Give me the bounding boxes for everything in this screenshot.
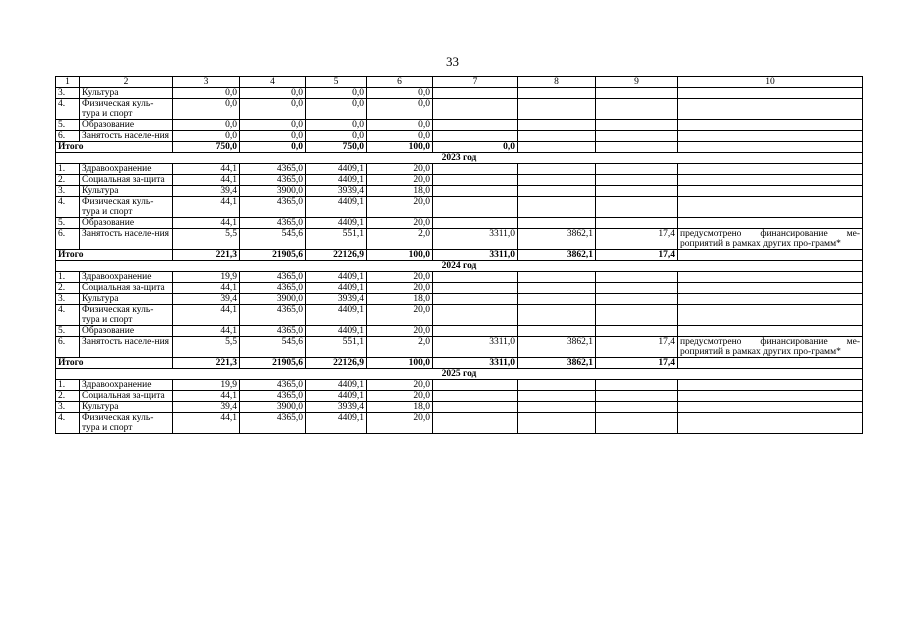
value-c7: 3311,0 xyxy=(433,337,518,358)
row-number: 1. xyxy=(56,164,80,175)
value-c8 xyxy=(518,164,596,175)
value-c4: 4365,0 xyxy=(240,218,306,229)
value-c4: 0,0 xyxy=(240,131,306,142)
table-row xyxy=(56,391,863,402)
total-note xyxy=(678,142,863,153)
value-c4: 3900,0 xyxy=(240,402,306,413)
year-header-row xyxy=(56,261,863,272)
value-c8 xyxy=(518,120,596,131)
value-c8 xyxy=(518,413,596,434)
column-number: 2 xyxy=(80,77,173,88)
note-cell xyxy=(678,391,863,402)
value-c9 xyxy=(596,402,678,413)
value-c5: 3939,4 xyxy=(306,402,367,413)
value-c3: 44,1 xyxy=(173,305,240,326)
sector-name: Социальная за-щита xyxy=(80,175,173,186)
column-number: 10 xyxy=(678,77,863,88)
value-c5: 0,0 xyxy=(306,88,367,99)
value-c5: 0,0 xyxy=(306,131,367,142)
value-c6: 20,0 xyxy=(367,413,433,434)
value-c8 xyxy=(518,380,596,391)
column-number: 1 xyxy=(56,77,80,88)
value-c4: 4365,0 xyxy=(240,413,306,434)
value-c7 xyxy=(433,186,518,197)
sector-name: Здравоохранение xyxy=(80,380,173,391)
value-c4: 545,6 xyxy=(240,337,306,358)
value-c4: 4365,0 xyxy=(240,283,306,294)
sector-name: Образование xyxy=(80,218,173,229)
value-c4: 3900,0 xyxy=(240,294,306,305)
value-c7 xyxy=(433,305,518,326)
note-cell xyxy=(678,294,863,305)
value-c9 xyxy=(596,283,678,294)
value-c4: 4365,0 xyxy=(240,164,306,175)
total-c5: 750,0 xyxy=(306,142,367,153)
value-c4: 3900,0 xyxy=(240,186,306,197)
value-c7 xyxy=(433,413,518,434)
total-label: Итого xyxy=(56,358,173,369)
value-c5: 4409,1 xyxy=(306,413,367,434)
table-row xyxy=(56,218,863,229)
value-c8: 3862,1 xyxy=(518,229,596,250)
total-c8: 3862,1 xyxy=(518,358,596,369)
row-number: 3. xyxy=(56,186,80,197)
value-c4: 4365,0 xyxy=(240,326,306,337)
value-c6: 20,0 xyxy=(367,283,433,294)
note-cell xyxy=(678,283,863,294)
value-c6: 18,0 xyxy=(367,294,433,305)
value-c8 xyxy=(518,186,596,197)
value-c5: 4409,1 xyxy=(306,197,367,218)
total-c4: 0,0 xyxy=(240,142,306,153)
row-number: 2. xyxy=(56,283,80,294)
value-c3: 19,9 xyxy=(173,272,240,283)
value-c3: 0,0 xyxy=(173,99,240,120)
value-c6: 0,0 xyxy=(367,120,433,131)
value-c3: 0,0 xyxy=(173,88,240,99)
note-cell xyxy=(678,272,863,283)
row-number: 6. xyxy=(56,337,80,358)
value-c5: 3939,4 xyxy=(306,294,367,305)
value-c7 xyxy=(433,175,518,186)
table-row xyxy=(56,337,863,358)
column-number: 3 xyxy=(173,77,240,88)
total-c5: 22126,9 xyxy=(306,358,367,369)
value-c8: 3862,1 xyxy=(518,337,596,358)
column-number: 8 xyxy=(518,77,596,88)
total-c9: 17,4 xyxy=(596,358,678,369)
value-c8 xyxy=(518,99,596,120)
total-note xyxy=(678,250,863,261)
row-number: 1. xyxy=(56,272,80,283)
note-cell xyxy=(678,197,863,218)
value-c7 xyxy=(433,197,518,218)
total-note xyxy=(678,358,863,369)
column-number-row xyxy=(56,77,863,88)
column-number: 9 xyxy=(596,77,678,88)
total-c7: 3311,0 xyxy=(433,250,518,261)
column-number: 7 xyxy=(433,77,518,88)
value-c7 xyxy=(433,120,518,131)
value-c3: 44,1 xyxy=(173,283,240,294)
sector-name: Образование xyxy=(80,326,173,337)
note-cell xyxy=(678,120,863,131)
table-row xyxy=(56,197,863,218)
sector-name: Образование xyxy=(80,120,173,131)
sector-name: Здравоохранение xyxy=(80,272,173,283)
value-c3: 44,1 xyxy=(173,326,240,337)
sector-name: Физическая куль-тура и спорт xyxy=(80,305,173,326)
value-c9 xyxy=(596,186,678,197)
value-c7 xyxy=(433,99,518,120)
value-c8 xyxy=(518,402,596,413)
total-row xyxy=(56,250,863,261)
sector-name: Социальная за-щита xyxy=(80,391,173,402)
table-row xyxy=(56,175,863,186)
total-c3: 221,3 xyxy=(173,358,240,369)
table-row xyxy=(56,99,863,120)
value-c8 xyxy=(518,391,596,402)
note-cell xyxy=(678,99,863,120)
value-c9: 17,4 xyxy=(596,229,678,250)
sector-name: Культура xyxy=(80,402,173,413)
value-c9 xyxy=(596,218,678,229)
table-row xyxy=(56,294,863,305)
value-c3: 5,5 xyxy=(173,229,240,250)
value-c9 xyxy=(596,88,678,99)
value-c8 xyxy=(518,175,596,186)
sector-name: Занятость населе-ния xyxy=(80,229,173,250)
total-c9: 17,4 xyxy=(596,250,678,261)
row-number: 2. xyxy=(56,175,80,186)
row-number: 5. xyxy=(56,120,80,131)
value-c4: 4365,0 xyxy=(240,175,306,186)
column-number: 6 xyxy=(367,77,433,88)
note-cell xyxy=(678,175,863,186)
value-c6: 0,0 xyxy=(367,131,433,142)
total-row xyxy=(56,358,863,369)
value-c7 xyxy=(433,294,518,305)
value-c4: 0,0 xyxy=(240,99,306,120)
column-number: 5 xyxy=(306,77,367,88)
row-number: 3. xyxy=(56,294,80,305)
value-c5: 0,0 xyxy=(306,120,367,131)
total-c6: 100,0 xyxy=(367,142,433,153)
table-row xyxy=(56,272,863,283)
value-c7 xyxy=(433,164,518,175)
column-number: 4 xyxy=(240,77,306,88)
value-c9 xyxy=(596,175,678,186)
value-c6: 20,0 xyxy=(367,305,433,326)
value-c9 xyxy=(596,294,678,305)
year-title: 2025 год xyxy=(56,369,863,380)
value-c6: 20,0 xyxy=(367,391,433,402)
row-number: 5. xyxy=(56,326,80,337)
value-c6: 20,0 xyxy=(367,175,433,186)
sector-name: Физическая куль-тура и спорт xyxy=(80,413,173,434)
value-c5: 4409,1 xyxy=(306,283,367,294)
value-c4: 4365,0 xyxy=(240,197,306,218)
table-row xyxy=(56,186,863,197)
value-c7 xyxy=(433,272,518,283)
row-number: 6. xyxy=(56,131,80,142)
value-c8 xyxy=(518,305,596,326)
value-c6: 20,0 xyxy=(367,326,433,337)
sector-name: Культура xyxy=(80,88,173,99)
value-c8 xyxy=(518,326,596,337)
table-row xyxy=(56,402,863,413)
table-row xyxy=(56,326,863,337)
value-c8 xyxy=(518,197,596,218)
value-c3: 39,4 xyxy=(173,294,240,305)
value-c9 xyxy=(596,391,678,402)
value-c6: 20,0 xyxy=(367,380,433,391)
value-c9 xyxy=(596,120,678,131)
page-number: 33 xyxy=(446,54,459,69)
value-c6: 2,0 xyxy=(367,229,433,250)
value-c5: 4409,1 xyxy=(306,164,367,175)
value-c7 xyxy=(433,283,518,294)
table-row xyxy=(56,413,863,434)
value-c8 xyxy=(518,294,596,305)
row-number: 1. xyxy=(56,380,80,391)
value-c5: 4409,1 xyxy=(306,175,367,186)
value-c3: 44,1 xyxy=(173,164,240,175)
value-c4: 4365,0 xyxy=(240,305,306,326)
value-c9 xyxy=(596,131,678,142)
value-c6: 20,0 xyxy=(367,197,433,218)
value-c3: 0,0 xyxy=(173,131,240,142)
value-c5: 4409,1 xyxy=(306,218,367,229)
value-c6: 2,0 xyxy=(367,337,433,358)
total-c6: 100,0 xyxy=(367,358,433,369)
value-c4: 545,6 xyxy=(240,229,306,250)
sector-name: Физическая куль-тура и спорт xyxy=(80,99,173,120)
value-c6: 18,0 xyxy=(367,186,433,197)
value-c7: 3311,0 xyxy=(433,229,518,250)
value-c3: 44,1 xyxy=(173,413,240,434)
value-c7 xyxy=(433,402,518,413)
value-c6: 0,0 xyxy=(367,88,433,99)
value-c8 xyxy=(518,283,596,294)
table-row xyxy=(56,229,863,250)
value-c5: 0,0 xyxy=(306,99,367,120)
note-cell xyxy=(678,88,863,99)
value-c7 xyxy=(433,326,518,337)
sector-name: Здравоохранение xyxy=(80,164,173,175)
row-number: 4. xyxy=(56,305,80,326)
value-c5: 551,1 xyxy=(306,337,367,358)
year-header-row xyxy=(56,153,863,164)
table-row xyxy=(56,131,863,142)
value-c9 xyxy=(596,272,678,283)
sector-name: Занятость населе-ния xyxy=(80,337,173,358)
value-c9 xyxy=(596,380,678,391)
note-cell xyxy=(678,131,863,142)
note-cell xyxy=(678,326,863,337)
value-c3: 44,1 xyxy=(173,197,240,218)
year-title: 2023 год xyxy=(56,153,863,164)
value-c9 xyxy=(596,305,678,326)
value-c3: 39,4 xyxy=(173,186,240,197)
note-cell xyxy=(678,380,863,391)
value-c7 xyxy=(433,391,518,402)
total-c4: 21905,6 xyxy=(240,250,306,261)
sector-name: Культура xyxy=(80,294,173,305)
sector-name: Социальная за-щита xyxy=(80,283,173,294)
row-number: 2. xyxy=(56,391,80,402)
row-number: 6. xyxy=(56,229,80,250)
total-c7: 3311,0 xyxy=(433,358,518,369)
value-c9 xyxy=(596,164,678,175)
year-title: 2024 год xyxy=(56,261,863,272)
sector-name: Культура xyxy=(80,186,173,197)
total-c8: 3862,1 xyxy=(518,250,596,261)
value-c9 xyxy=(596,197,678,218)
budget-table xyxy=(55,76,863,434)
value-c4: 4365,0 xyxy=(240,391,306,402)
row-number: 5. xyxy=(56,218,80,229)
note-cell xyxy=(678,402,863,413)
note-cell xyxy=(678,164,863,175)
table-row xyxy=(56,164,863,175)
table-row xyxy=(56,380,863,391)
year-header-row xyxy=(56,369,863,380)
table-row xyxy=(56,88,863,99)
value-c8 xyxy=(518,218,596,229)
value-c4: 0,0 xyxy=(240,88,306,99)
sector-name: Физическая куль-тура и спорт xyxy=(80,197,173,218)
value-c5: 4409,1 xyxy=(306,272,367,283)
value-c8 xyxy=(518,131,596,142)
value-c9 xyxy=(596,99,678,120)
note-cell: предусмотрено финансирование ме-роприятий в рамках других про-грамм* xyxy=(678,229,863,250)
value-c5: 3939,4 xyxy=(306,186,367,197)
note-cell: предусмотрено финансирование ме-роприятий в рамках других про-грамм* xyxy=(678,337,863,358)
value-c3: 5,5 xyxy=(173,337,240,358)
value-c7 xyxy=(433,380,518,391)
value-c9 xyxy=(596,326,678,337)
value-c3: 44,1 xyxy=(173,391,240,402)
value-c3: 0,0 xyxy=(173,120,240,131)
total-label: Итого xyxy=(56,250,173,261)
value-c5: 4409,1 xyxy=(306,305,367,326)
row-number: 3. xyxy=(56,88,80,99)
value-c5: 4409,1 xyxy=(306,391,367,402)
value-c9: 17,4 xyxy=(596,337,678,358)
value-c6: 0,0 xyxy=(367,99,433,120)
value-c7 xyxy=(433,88,518,99)
value-c9 xyxy=(596,413,678,434)
value-c4: 4365,0 xyxy=(240,380,306,391)
note-cell xyxy=(678,186,863,197)
value-c6: 20,0 xyxy=(367,272,433,283)
value-c4: 4365,0 xyxy=(240,272,306,283)
total-row xyxy=(56,142,863,153)
total-c9 xyxy=(596,142,678,153)
total-c7: 0,0 xyxy=(433,142,518,153)
total-c8 xyxy=(518,142,596,153)
note-cell xyxy=(678,413,863,434)
row-number: 4. xyxy=(56,413,80,434)
value-c8 xyxy=(518,272,596,283)
note-cell xyxy=(678,305,863,326)
total-c3: 750,0 xyxy=(173,142,240,153)
note-cell xyxy=(678,218,863,229)
value-c4: 0,0 xyxy=(240,120,306,131)
value-c3: 44,1 xyxy=(173,218,240,229)
value-c3: 39,4 xyxy=(173,402,240,413)
row-number: 4. xyxy=(56,99,80,120)
row-number: 3. xyxy=(56,402,80,413)
total-c3: 221,3 xyxy=(173,250,240,261)
total-c6: 100,0 xyxy=(367,250,433,261)
value-c6: 20,0 xyxy=(367,218,433,229)
value-c5: 4409,1 xyxy=(306,380,367,391)
total-c5: 22126,9 xyxy=(306,250,367,261)
table-row xyxy=(56,120,863,131)
row-number: 4. xyxy=(56,197,80,218)
value-c5: 4409,1 xyxy=(306,326,367,337)
table-row xyxy=(56,305,863,326)
value-c7 xyxy=(433,131,518,142)
value-c8 xyxy=(518,88,596,99)
sector-name: Занятость населе-ния xyxy=(80,131,173,142)
value-c3: 19,9 xyxy=(173,380,240,391)
value-c7 xyxy=(433,218,518,229)
total-label: Итого xyxy=(56,142,173,153)
total-c4: 21905,6 xyxy=(240,358,306,369)
value-c5: 551,1 xyxy=(306,229,367,250)
value-c6: 20,0 xyxy=(367,164,433,175)
value-c3: 44,1 xyxy=(173,175,240,186)
table-row xyxy=(56,283,863,294)
value-c6: 18,0 xyxy=(367,402,433,413)
